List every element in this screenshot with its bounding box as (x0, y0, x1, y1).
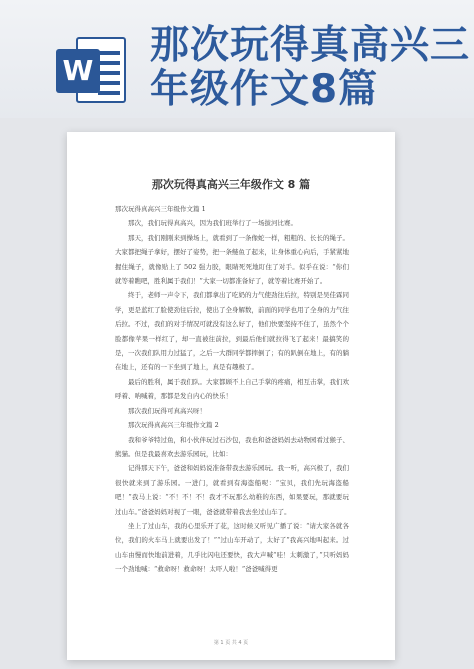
word-doc-icon (56, 37, 128, 103)
banner-title-line1: 那次玩得真高兴三 (150, 23, 471, 68)
paragraph: 坐上了过山车，我的心里乐开了花，这时候又听见广播了说：“请大家各就各位，我们的火车马上就要出发了！”“过山车开动了，太好了”我高兴地叫起来。过山车由慢而快地前进着，几乎比闪电还要快，我大声喊“哇！太刺激了，”只听妈妈一个劲地喊：“救命呀！救命呀！太吓人啦！”爸爸喊得更 (115, 521, 349, 574)
paragraph: 那次玩得真高兴三年级作文篇 1 (115, 205, 206, 213)
paragraph: 那次我们玩得可真高兴呀！ (128, 406, 206, 415)
paragraph: 最后的胜利，属于我们队。大家都顾不上自己手掌的疼痛，相互击掌，我们欢呼着、呐喊着，那都是发自内心的快乐！ (115, 377, 349, 401)
paragraph: 终于，老师一声令下，我们都拿出了吃奶的力气使劲往后拉，特别是吴佳霖同学，更是蓝红了脸使劲往后拉，使出了全身解数，前面的同学也用了全身的力气往后拉。不过，我们的对手情况可就没有这么好了，他们快要坚持不住了，虽然个个脸都像苹果一样红了，却一直被往前拉，到最后他们就拉得飞了起来！最搞笑的是，一次我们队用力过猛了，之后一大群同学都摔倒了；有的趴倒在地上，有的躺在地上，还有的一下坐到了地上，真是有趣极了。 (115, 291, 349, 372)
document-title: 那次玩得真高兴三年级作文 8 篇 (151, 178, 311, 191)
word-w-badge: W (56, 49, 100, 93)
banner (0, 0, 474, 118)
paragraph: 那次，我们玩得真高兴，因为我们班举行了一场拔河比赛。 (128, 219, 297, 228)
paragraph: 那天，我们刚刚来到操场上，就看到了一条像蛇一样，粗粗的、长长的绳子。大家都把绳子拿好，摆好了姿势，把一条鲢鱼了起来，让身体重心向后，手紧紧地握住绳子，就像贴上了 502 强力胶，眼睛死死地盯住了对手。似乎在说：“你们就等着瞧吧，胜利属于我们！”大家一切都准备好了，就等着比赛开始了。 (115, 233, 349, 286)
document-page (67, 132, 395, 660)
paragraph: 那次玩得真高兴三年级作文篇 2 (128, 421, 219, 430)
document-body (115, 202, 349, 577)
page-number: 第 1 页 共 4 页 (213, 640, 249, 646)
banner-title-line2: 年级作文8篇 (150, 67, 379, 112)
banner-title (150, 23, 471, 112)
paragraph: 记得那天下午，爸爸和妈妈说准备带我去游乐园玩。我一听，高兴极了，我们很快就来到了游乐园。一进门，就看到有海盗船呢：“宝贝，我们先玩海盗船吧！”我马上说：“不！不！不！我才不玩那么幼稚的东西，如果要玩，那就要玩过山车。”爸爸妈妈对视了一眼，爸爸就带着我去坐过山车了。 (115, 464, 349, 516)
paragraph: 我和爷爷特过鱼，和小伙伴玩过石沙包，我也和爸爸妈妈去动物园看过猴子、熊猫。但是我最喜欢去游乐园玩，比如： (115, 435, 349, 458)
